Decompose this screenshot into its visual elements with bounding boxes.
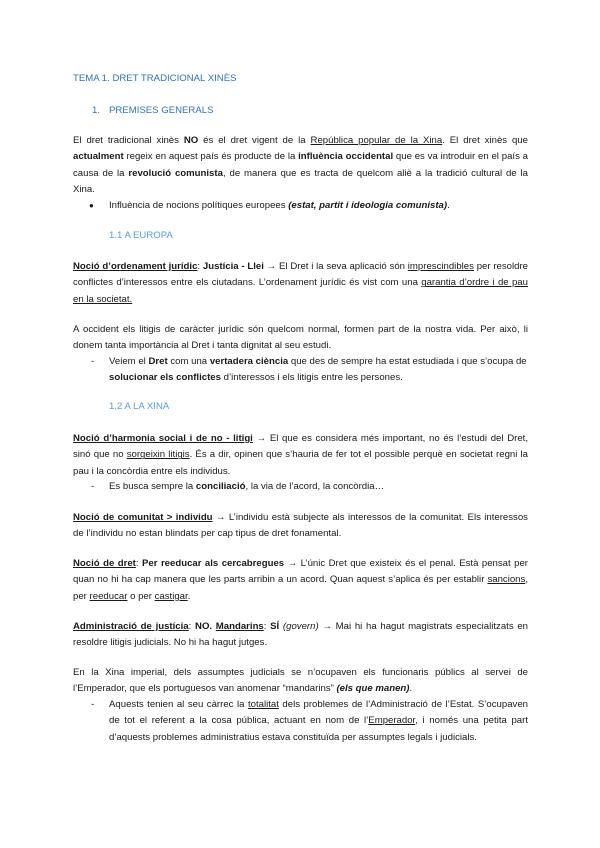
paragraph-occident: A occident els litigis de caràcter jurídic són quelcom normal, formen part de la nostra vida. Per això, li donem tanta importància al Dret i tanta dignitat al seu estudi. [73,324,528,352]
subsection-heading-europa: 1.1 A EUROPA [109,230,173,241]
paragraph-ordenament: Noció d’ordenament jurídic: Justícia - Llei → El Dret i la seva aplicació són imprescindibles per resoldre conflictes d’interessos entre els ciutadans. L’ordenament jurídic és vist com una garantia d’ordre i de pau en la societat. [73,261,529,305]
dash-marker: - [91,481,95,492]
section-heading-premises: PREMISES GENERALS [109,105,214,116]
paragraph-imperial: En la Xina imperial, dels assumptes judicials se n’ocupaven els funcionaris públics al servei de l’Emperador, que els portuguesos van anomenar “mandarins” (els que manen). [73,667,528,695]
subsection-heading-xina: 1.2 A LA XINA [109,401,170,412]
dash-item-conciliacio: Es busca sempre la conciliació, la via de l’acord, la concòrdia… [109,481,385,492]
document-title: TEMA 1. DRET TRADICIONAL XINÈS [73,73,237,84]
paragraph-dret: Noció de dret: Per reeducar als cercabregues → L’únic Dret que existeix és el penal. Està pensat per quan no hi ha cap manera que les parts arribin a un acord. Quan aquest s’aplica és per establir sancions, per reeducar o per castigar. [73,558,528,602]
section-number: 1. [92,105,101,116]
paragraph-harmonia: Noció d’harmonia social i de no - litigi → El que es considera més important, no és l’estudi del Dret, sinó que no sorgeixin litigis. És a dir, opinen que s’hauria de fer tot el possible perquè en societat regni la pau i la concòrdia entre els individus. [73,433,528,477]
bullet-marker: ● [89,201,94,210]
dash-marker: - [91,699,95,710]
dash-item-mandarins: Aquests tenien al seu càrrec la totalitat dels problemes de l’Administració de l’Estat. S’ocupaven de tot el referent a la cosa pública, actuant en nom de l’Emperador, i només una petita part d’aquests problemes administratius estava constituïda per assumptes legals i judicials. [109,699,528,743]
paragraph-comunitat: Noció de comunitat > individu → L’individu està subjecte als interessos de la comunitat. Els interessos de l’individu no estan blindats per cap tipus de dret fonamental. [73,512,528,540]
paragraph-justicia: Administració de justícia: NO. Mandarins: SÍ (govern) → Mai hi ha hagut magistrats especialitzats en resoldre litigis judicials. No hi ha hagut jutges. [73,621,528,649]
dash-item-dret-ciencia: Veiem el Dret com una vertadera ciència que des de sempre ha estat estudiada i que s’ocupa de solucionar els conflictes d’interessos i els litigis entre les persones. [109,356,527,384]
dash-marker: - [91,356,95,367]
bullet-item-european-notions: Influència de nocions polítiques europees (estat, partit i ideologia comunista). [109,200,450,211]
intro-paragraph: El dret tradicional xinès NO és el dret vigent de la República popular de la Xina. El dret xinès que actualment regeix en aquest país és producte de la influència occidental que es va introduir en el país a causa de la revolució comunista, de manera que es tracta de quelcom aliè a la tradició cultural de la Xina. [73,135,529,196]
